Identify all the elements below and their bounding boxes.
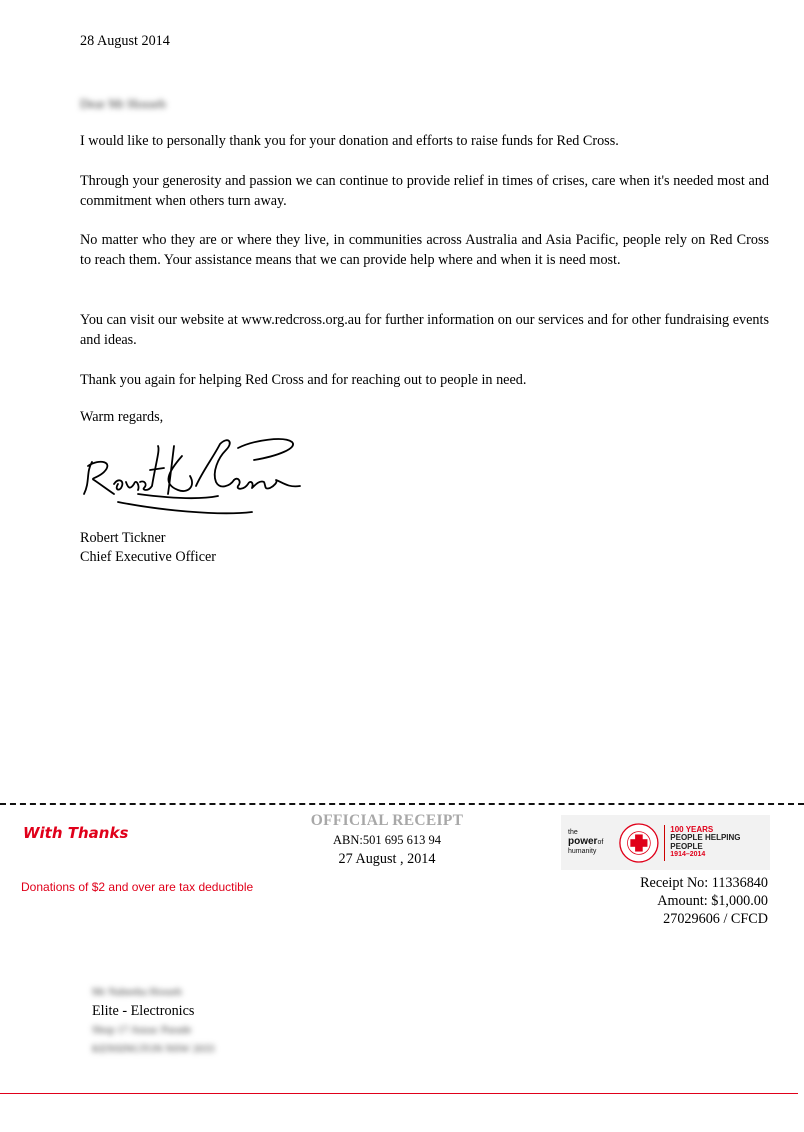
tax-note: Donations of $2 and over are tax deductible bbox=[21, 880, 254, 894]
red-cross-seal-icon bbox=[618, 821, 660, 865]
signer-title: Chief Executive Officer bbox=[80, 549, 217, 565]
address-line-redacted: Shop 17 Anzac Parade bbox=[92, 1024, 192, 1036]
letter-paragraph: Thank you again for helping Red Cross and for reaching out to people in need. bbox=[80, 372, 527, 388]
letter-paragraph: I would like to personally thank you for your donation and efforts to raise funds for Red Cross. bbox=[80, 133, 619, 149]
receipt-title: OFFICIAL RECEIPT bbox=[310, 812, 464, 829]
letter-date: 28 August 2014 bbox=[80, 33, 170, 49]
letter-paragraph: You can visit our website at www.redcross.org.au for further information on our services and for other fundraising events and ideas. bbox=[80, 312, 769, 348]
signature-image bbox=[78, 432, 308, 522]
address-line-redacted: KENSINGTON NSW 2033 bbox=[92, 1043, 215, 1055]
receipt-reference: 27029606 / CFCD bbox=[663, 911, 768, 927]
letter-paragraph: No matter who they are or where they live, in communities across Australia and Asia Pacific, people rely on Red Cross to reach them. Your assistance means that we can provide help where and when it is need most. bbox=[80, 232, 769, 268]
closing: Warm regards, bbox=[80, 409, 164, 425]
salutation-redacted: Dear Mr Hosseb bbox=[80, 96, 166, 111]
abn: ABN:501 695 613 94 bbox=[333, 833, 441, 847]
logo-divider bbox=[664, 825, 665, 861]
recipient-name-redacted: Mr Nabeeha Hosseb bbox=[92, 986, 182, 998]
receipt-amount: Amount: $1,000.00 bbox=[657, 893, 768, 909]
mailing-address bbox=[92, 983, 214, 1059]
with-thanks-label: With Thanks bbox=[23, 824, 129, 842]
receipt-date: 27 August , 2014 bbox=[338, 851, 436, 867]
centenary-text: 100 YEARS PEOPLE HELPING PEOPLE 1914–2014 bbox=[670, 824, 741, 858]
receipt-details bbox=[640, 874, 768, 928]
tear-off-line bbox=[0, 803, 804, 805]
signer-name: Robert Tickner bbox=[80, 530, 166, 546]
signer-block bbox=[80, 529, 216, 567]
letter-paragraph: Through your generosity and passion we can continue to provide relief in times of crises, care when it's needed most and commitment when others turn away. bbox=[80, 173, 769, 209]
red-cross-logo bbox=[561, 815, 770, 870]
bottom-rule bbox=[0, 1093, 798, 1094]
receipt-header bbox=[287, 812, 487, 868]
power-of-humanity-wordmark: the powerof humanity bbox=[568, 829, 604, 855]
receipt-number: Receipt No: 11336840 bbox=[640, 875, 768, 891]
recipient-company: Elite - Electronics bbox=[92, 1003, 195, 1019]
